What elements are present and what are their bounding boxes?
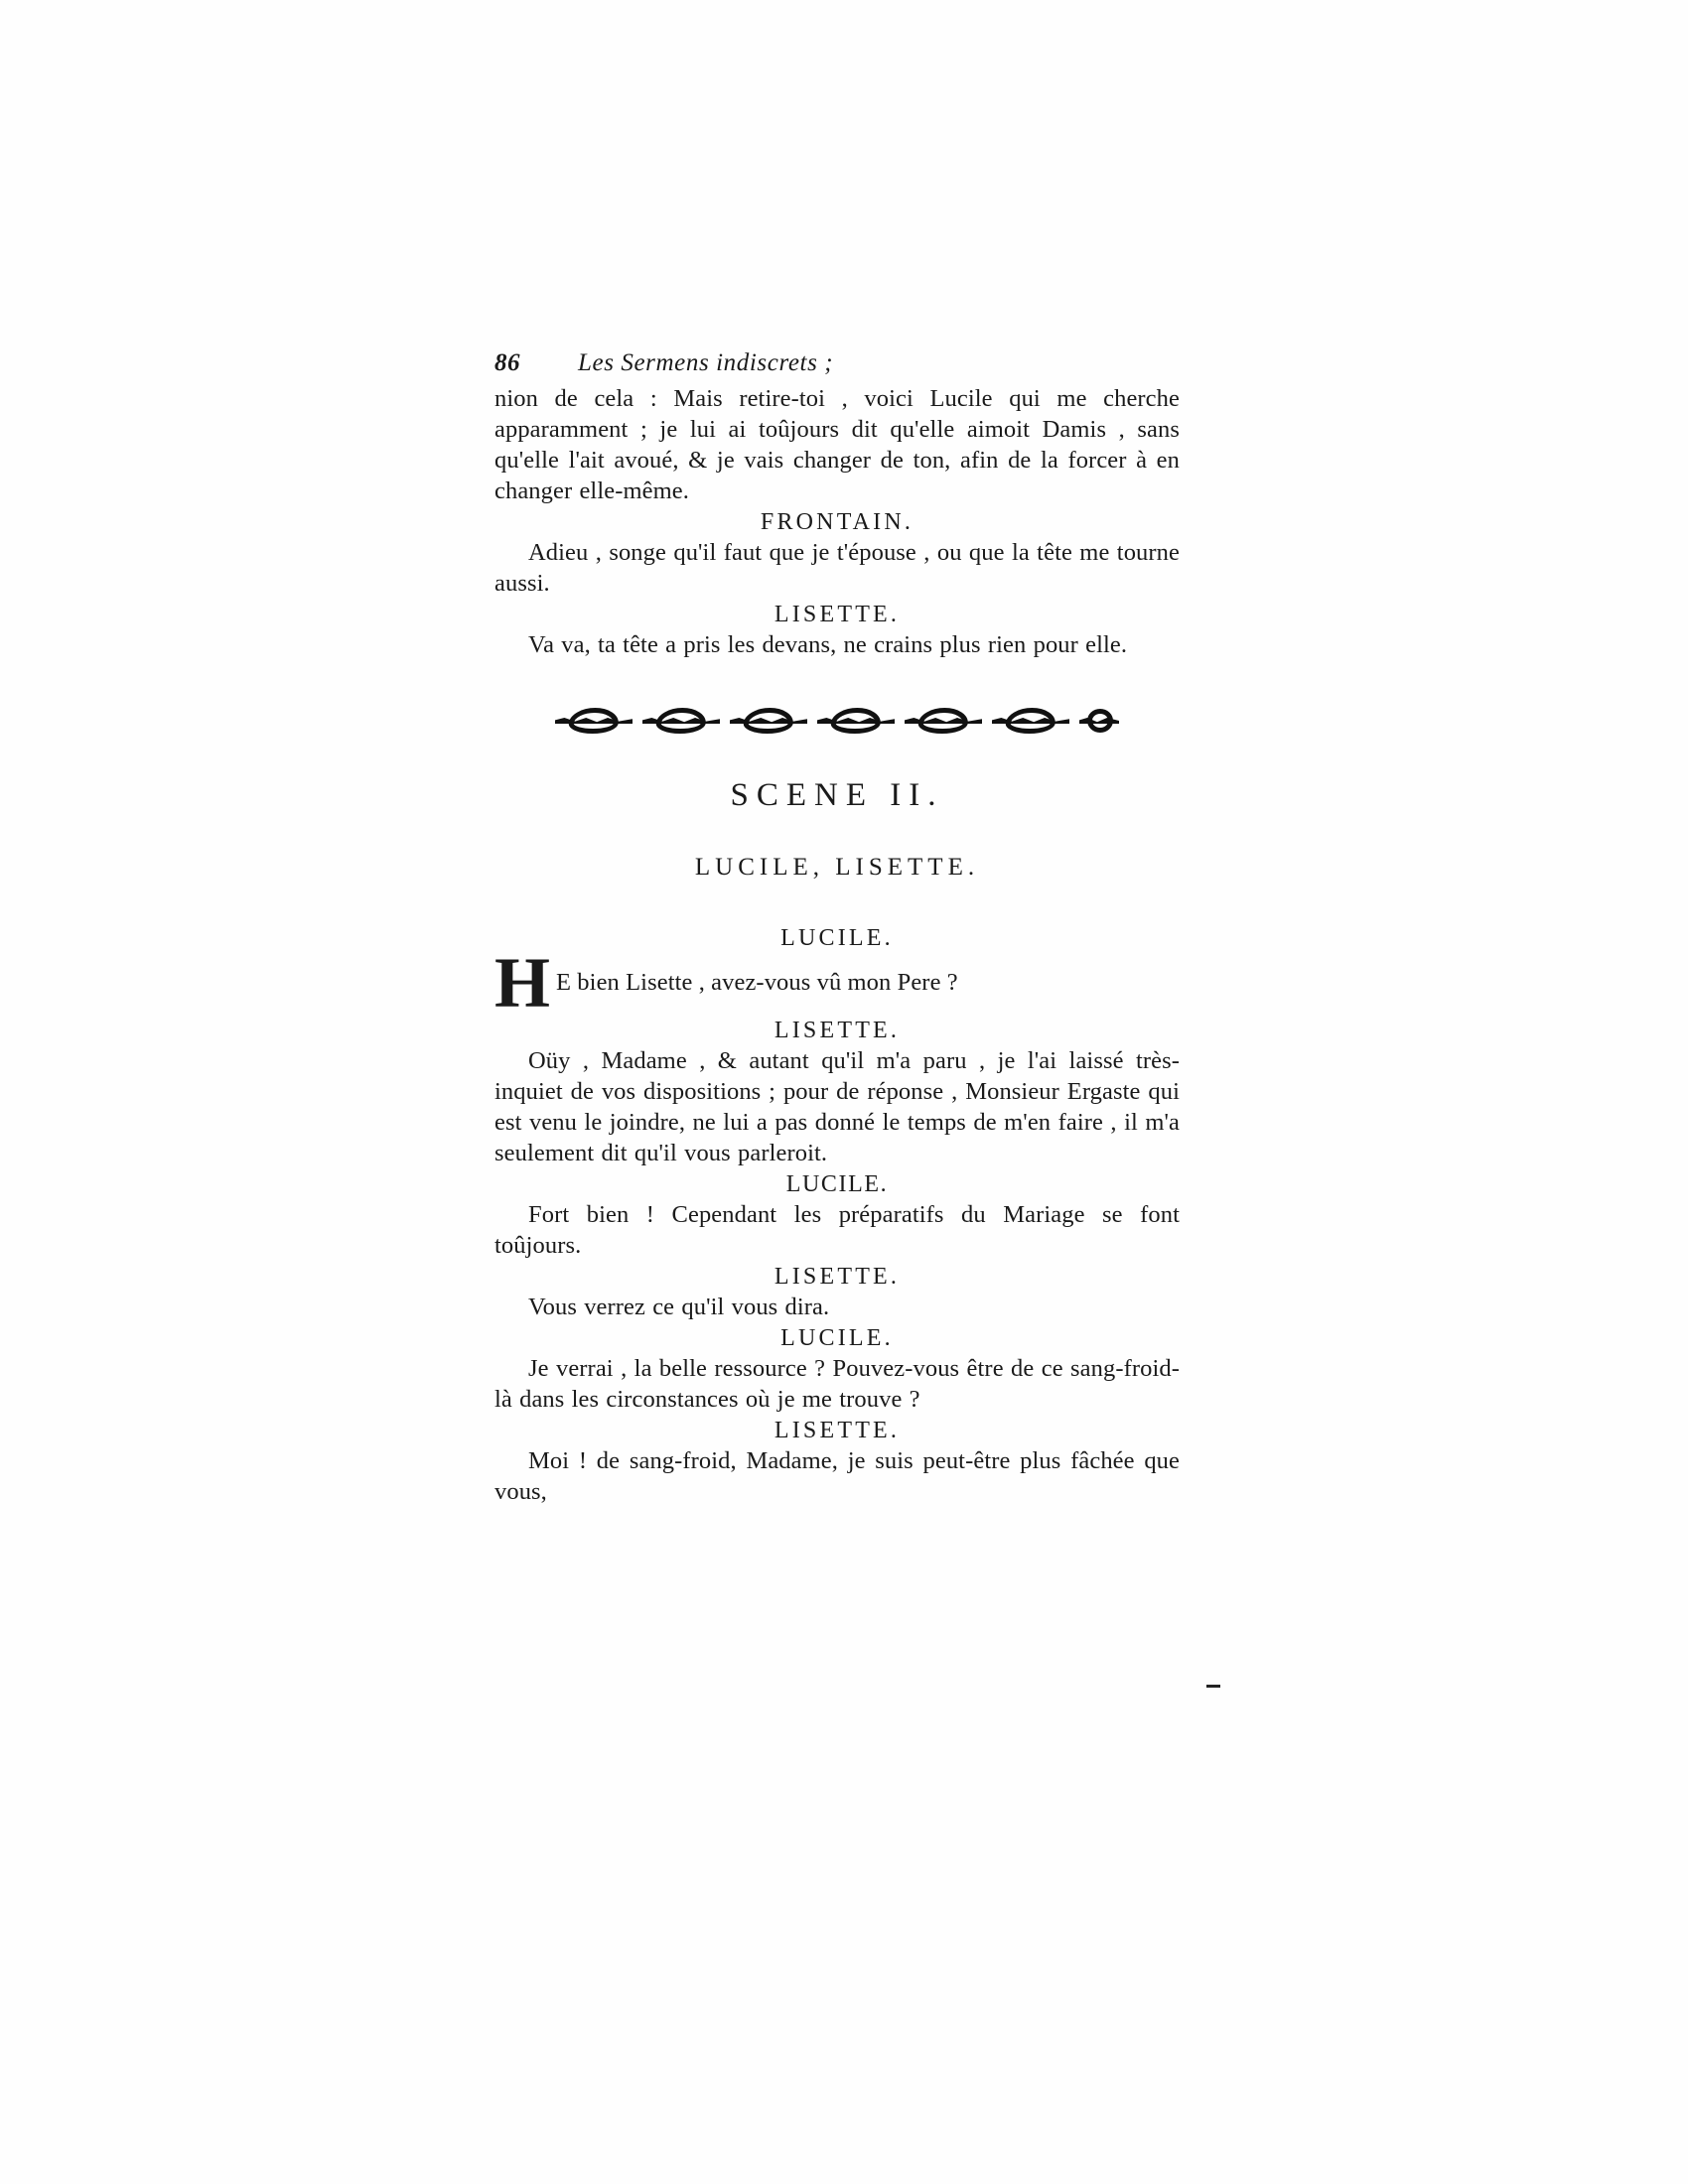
speaker-lisette-3: LISETTE.: [774, 1264, 901, 1290]
speaker-lucile-1: LUCILE.: [780, 925, 894, 951]
speech-lisette-3: Vous verrez ce qu'il vous dira.: [528, 1294, 830, 1320]
printed-text-block: [494, 349, 1180, 1507]
ornament-unit-icon: [555, 706, 633, 736]
speaker-lisette-4: LISETTE.: [774, 1418, 901, 1443]
ornament-unit-icon: [817, 706, 895, 736]
speech-lisette-1: Va va, ta tête a pris les devans, ne crains plus rien pour elle.: [528, 631, 1128, 658]
speech-lucile-2: Fort bien ! Cependant les préparatifs du Mariage se font toûjours.: [494, 1201, 1180, 1259]
scene-cast-list: LUCILE, LISETTE.: [694, 854, 980, 881]
ornament-unit-icon: [1079, 706, 1119, 736]
running-head-title: Les Sermens indiscrets ;: [578, 349, 834, 376]
ornament-unit-icon: [730, 706, 807, 736]
speech-lisette-2: Oüy , Madame , & autant qu'il m'a paru , je l'ai laissé très-inquiet de vos dispositions ; pour de réponse , Monsieur Ergaste qui est venu le joindre, ne lui a pas donné le temps de m'en faire , il m'a seulement dit qu'il vous parleroit.: [494, 1047, 1180, 1166]
paragraph-scene-one-continuation: nion de cela : Mais retire-toi , voici Lucile qui me cherche apparamment ; je lui ai toûjours dit qu'elle aimoit Damis , sans qu'elle l'ait avoué, & je vais changer de ton, afin de la forcer à en changer elle-même.: [494, 385, 1180, 504]
scene-title: SCENE II.: [730, 777, 944, 813]
running-head: [494, 349, 1180, 377]
typographic-ornament-icon: [494, 704, 1180, 738]
speaker-lucile-2: LUCILE.: [785, 1171, 889, 1197]
ornament-unit-icon: [642, 706, 720, 736]
speech-frontain: Adieu , songe qu'il faut que je t'épouse , ou que la tête me tourne aussi.: [494, 539, 1180, 597]
drop-cap: H: [494, 943, 551, 1023]
page-tail-mark: [1206, 1685, 1220, 1688]
speaker-lisette-1: LISETTE.: [774, 602, 901, 627]
speaker-lisette-2: LISETTE.: [774, 1018, 901, 1043]
speech-lisette-4: Moi ! de sang-froid, Madame, je suis peut-être plus fâchée que vous,: [494, 1447, 1180, 1505]
speech-lucile-1-text: E bien Lisette , avez-vous vû mon Pere ?: [556, 969, 958, 996]
speech-lucile-1: [494, 943, 1180, 1023]
speech-lucile-3: Je verrai , la belle ressource ? Pouvez-vous être de ce sang-froid-là dans les circonstances où je me trouve ?: [494, 1355, 1180, 1413]
ornament-unit-icon: [992, 706, 1069, 736]
speaker-lucile-3: LUCILE.: [780, 1325, 894, 1351]
speaker-frontain: FRONTAIN.: [760, 509, 914, 535]
page-number: 86: [494, 349, 520, 376]
ornament-unit-icon: [905, 706, 982, 736]
